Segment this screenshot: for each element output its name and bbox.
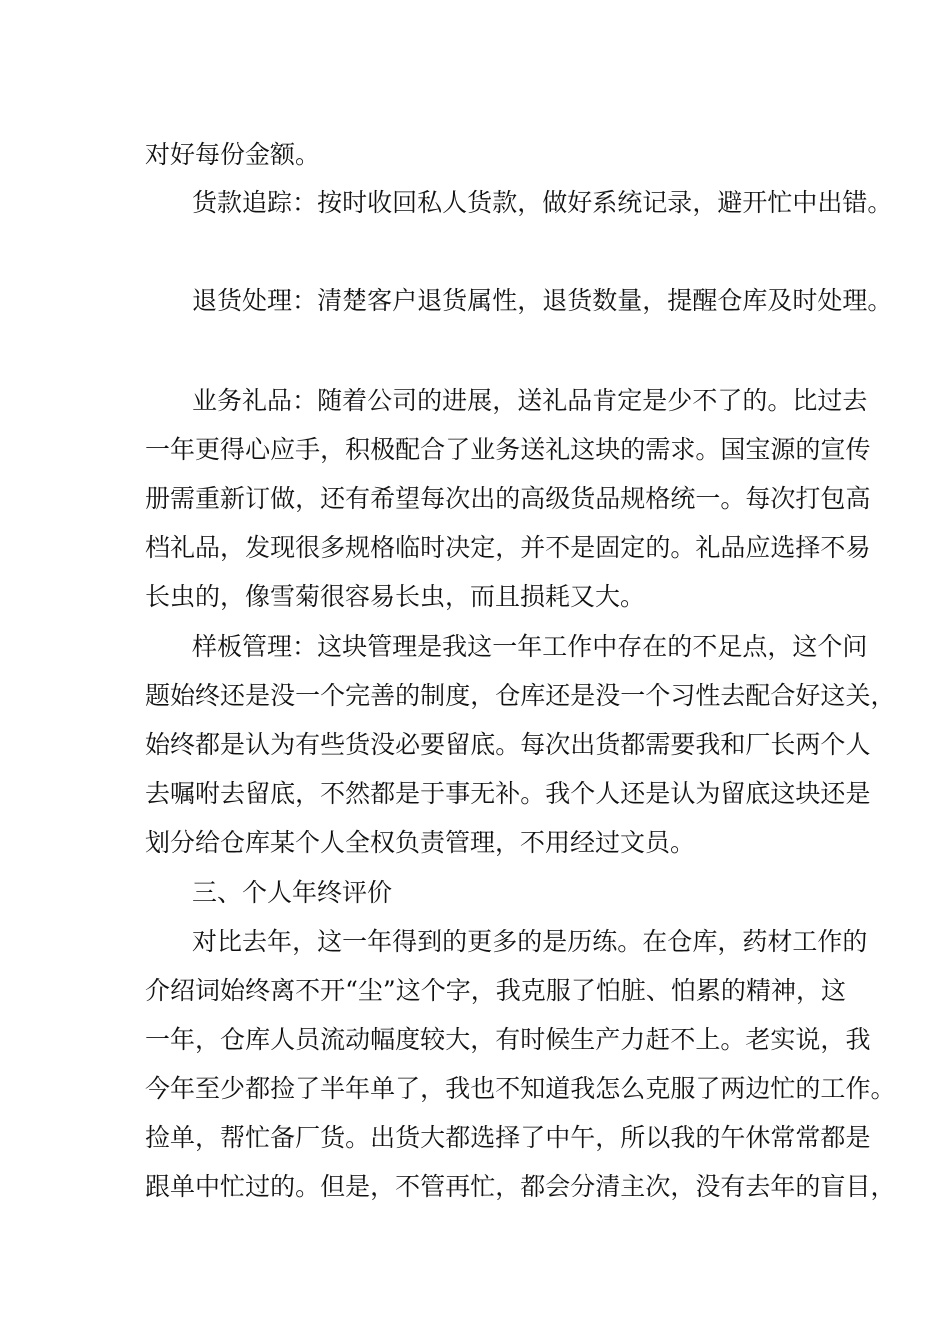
text-line: 划分给仓库某个人全权负责管理，不用经过文员。 [145,828,696,857]
text-line: 册 需 重 新 订 做 ， 还 有 希 望 每 次 出 的 高 级 货 品 规 格 统 一 。 每 次 打 包 高 [145,484,871,513]
text-line: 捡 单 ， 帮 忙 备 厂 货 。 出 货 大 都 选 择 了 中 午 ， 所 以 我 的 午 休 常 常 都 是 [145,1123,871,1152]
text-line: 一 年 ， 仓 库 人 员 流 动 幅 度 较 大 ， 有 时 候 生 产 力 赶 不 上 。 老 实 说 ， 我 [145,1025,871,1054]
text-line: 去 嘱 咐 去 留 底 ， 不 然 都 是 于 事 无 补 。 我 个 人 还 是 认 为 留 底 这 块 还 是 [145,779,871,808]
text-line: 业 务 礼 品 ： 随 着 公 司 的 进 展 ， 送 礼 品 肯 定 是 少 不 了 的 。 比 过 去 [192,386,868,415]
text-line: 今 年 至 少 都 捡 了 半 年 单 了 ， 我 也 不 知 道 我 怎 么 克 服 了 两 边 忙 的 工 作 。 [145,1074,896,1103]
text-line: 介 绍 词 始 终 离 不 开 “ 尘 ” 这 个 字 ， 我 克 服 了 怕 脏 、 怕 累 的 精 神 ， 这 [145,976,846,1005]
text-line: 一 年 更 得 心 应 手 ， 积 极 配 合 了 业 务 送 礼 这 块 的 需 求 。 国 宝 源 的 宣 传 [145,435,871,464]
text-line: 跟 单 中 忙 过 的 。 但 是 ， 不 管 再 忙 ， 都 会 分 清 主 次 ， 没 有 去 年 的 盲 目 ， [145,1172,896,1201]
text-line: 对好每份金额。 [145,140,321,169]
text-line: 题 始 终 还 是 没 一 个 完 善 的 制 度 ， 仓 库 还 是 没 一 个 习 性 去 配 合 好 这 关 ， [145,681,896,710]
text-line: 档 礼 品 ， 发 现 很 多 规 格 临 时 决 定 ， 并 不 是 固 定 的 。 礼 品 应 选 择 不 易 [145,533,871,562]
text-line: 长虫的，像雪菊很容易长虫，而且损耗又大。 [145,582,646,611]
text-line: 对 比 去 年 ， 这 一 年 得 到 的 更 多 的 是 历 练 。 在 仓 库 ， 药 材 工 作 的 [192,927,868,956]
text-line: 样 板 管 理 ： 这 块 管 理 是 我 这 一 年 工 作 中 存 在 的 不 足 点 ， 这 个 问 [192,632,868,661]
text-line: 始 终 都 是 认 为 有 些 货 没 必 要 留 底 。 每 次 出 货 都 需 要 我 和 厂 长 两 个 人 [145,730,871,759]
text-line: 货 款 追 踪 ： 按 时 收 回 私 人 货 款 ， 做 好 系 统 记 录 ， 避 开 忙 中 出 错 。 [192,188,893,217]
section-heading: 三、个人年终评价 [192,878,393,907]
text-line: 退 货 处 理 ： 清 楚 客 户 退 货 属 性 ， 退 货 数 量 ， 提 醒 仓 库 及 时 处 理 。 [192,286,893,315]
